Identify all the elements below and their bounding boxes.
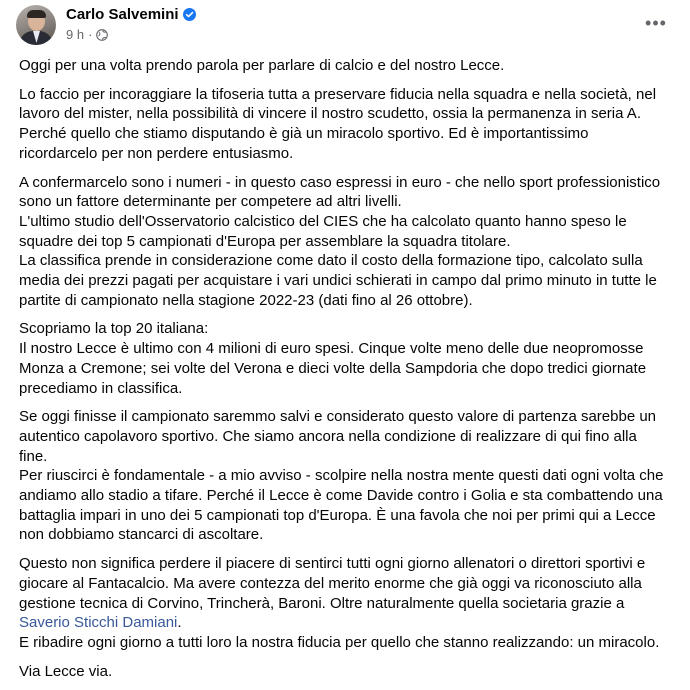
post-timestamp[interactable]: 9 h bbox=[66, 27, 85, 42]
post-meta bbox=[66, 27, 108, 42]
author-name-row bbox=[66, 6, 196, 23]
post-paragraph-3: A confermarcelo sono i numeri - in questo caso espressi in euro - che nello sport professionistico sono un fattore determinante per competere ad altri livelli. L'ultimo studio dell'Osservatorio calcistico del CIES che ha calcolato quanto hanno speso le squadre dei top 5 campionati d'Europa per assemblare la squadra titolare. La classifica prende in considerazione come dato il costo della formazione tipo, calcolato sulla media dei prezzi pagati per acquistare i vari undici schierati in campo dal primo minuto in tutte le partite di campionato nella stagione 2022-23 (dati fino al 26 ottobre). bbox=[19, 173, 661, 309]
post-paragraph-4: Scopriamo la top 20 italiana: Il nostro Lecce è ultimo con 4 milioni di euro spesi. Cinque volte meno delle due neopromosse Monza a Cremone; sei volte del Verona e dieci volte della Sampdoria che dopo tredici giornate precediamo in classifica. bbox=[19, 320, 647, 397]
author-name[interactable]: Carlo Salvemini bbox=[66, 6, 179, 23]
paragraph-6-after-mention: . E ribadire ogni giorno a tutti loro la nostra fiducia per quello che stanno realizzando: un miracolo. bbox=[19, 614, 660, 651]
more-options-icon[interactable]: ••• bbox=[645, 12, 667, 33]
meta-separator: · bbox=[88, 27, 93, 42]
globe-icon[interactable] bbox=[96, 29, 108, 41]
post-paragraph-5: Se oggi finisse il campionato saremmo salvi e considerato questo valore di partenza sarebbe un autentico capolavoro sportivo. Che siamo ancora nella condizione di realizzare di qui fino alla fine. Per riuscirci è fondamentale - a mio avviso - scolpire nella nostra mente questi dati ogni volta che andiamo allo stadio a tifare. Perché il Lecce è come Davide contro i Golia e sta combattendo una battaglia impari in uno dei 5 campionati top d'Europa. È una favola che noi per primi qui a Lecce non dobbiamo stancarci di ascoltare. bbox=[19, 408, 664, 544]
mention-link-saverio-sticchi-damiani[interactable]: Saverio Sticchi Damiani bbox=[19, 614, 178, 632]
author-avatar[interactable] bbox=[16, 5, 56, 45]
post-paragraph-7: Via Lecce via. bbox=[19, 662, 113, 680]
verified-badge-icon bbox=[183, 8, 196, 21]
paragraph-6-text: Questo non significa perdere il piacere di sentirci tutti ogni giorno allenatori o direttori sportivi e giocare al Fantacalcio. Ma avere contezza del merito enorme che già oggi va riconosciuto alla gestione tecnica di Corvino, Trincherà, Baroni. Oltre naturalmente quella societaria grazie a bbox=[19, 555, 646, 612]
post-paragraph-1: Oggi per una volta prendo parola per parlare di calcio e del nostro Lecce. bbox=[19, 57, 505, 74]
post-paragraph-2: Lo faccio per incoraggiare la tifoseria tutta a preservare fiducia nella squadra e nella società, nel lavoro del mister, nella possibilità di vincere il nostro scudetto, ossia la permanenza in seria A. Perché quello che stiamo disputando è già un miracolo sportivo. Ed è importantissimo ricordarcelo per non perdere entusiasmo. bbox=[19, 85, 657, 162]
post-header bbox=[16, 5, 676, 45]
post-paragraph-6 bbox=[19, 554, 675, 653]
post-body bbox=[19, 56, 675, 690]
